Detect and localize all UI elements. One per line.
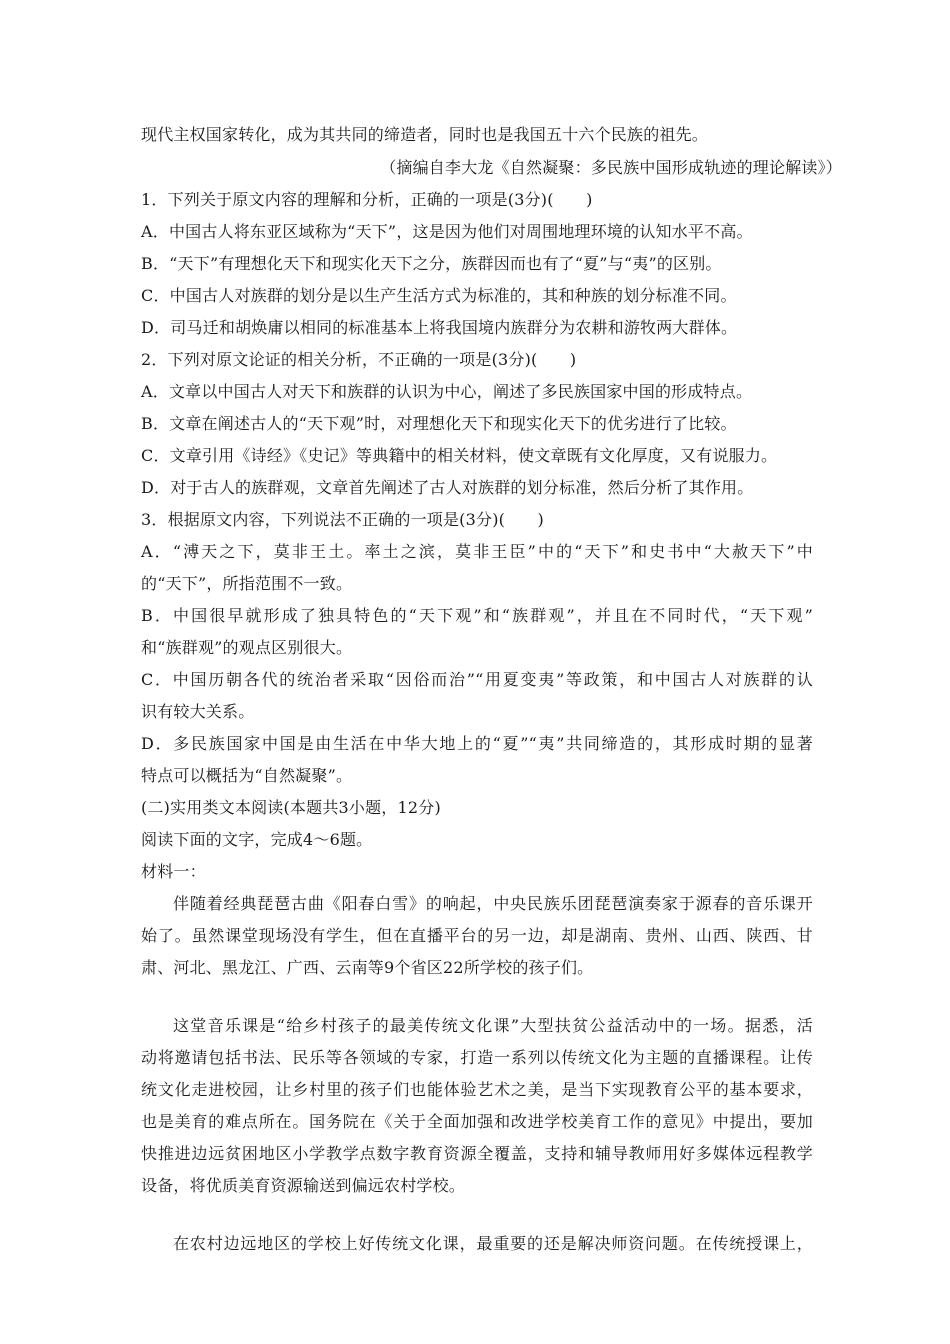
question-3-option-d: D．多民族国家中国是由生活在中华大地上的“夏”“夷”共同缔造的，其形成时期的显著 — [141, 734, 813, 753]
question-1-option-c: C．中国古人对族群的划分是以生产生活方式为标准的，其和种族的划分标准不同。 — [141, 286, 737, 305]
section-heading: (二)实用类文本阅读(本题共3小题，12分) — [141, 798, 441, 817]
question-1-option-a: A．中国古人将东亚区域称为“天下”，这是因为他们对周围地理环境的认知水平不高。 — [141, 222, 753, 241]
paragraph-line: 统文化走进校园，让乡村里的孩子们也能体验艺术之美，是当下实现教育公平的基本要求， — [141, 1080, 813, 1099]
question-3-option-b: B．中国很早就形成了独具特色的“天下观”和“族群观”，并且在不同时代，“天下观” — [141, 606, 813, 625]
question-2-option-d: D．对于古人的族群观，文章首先阐述了古人对族群的划分标准，然后分析了其作用。 — [141, 478, 754, 497]
question-2-option-a: A．文章以中国古人对天下和族群的认识为中心，阐述了多民族国家中国的形成特点。 — [141, 382, 753, 401]
question-3-option-a-cont: 的“天下”，所指范围不一致。 — [141, 574, 353, 593]
question-2-option-c: C．文章引用《诗经》《史记》等典籍中的相关材料，使文章既有文化厚度，又有说服力。 — [141, 446, 778, 465]
question-1-option-b: B．“天下”有理想化天下和现实化天下之分，族群因而也有了“夏”与“夷”的区别。 — [141, 254, 722, 273]
paragraph-line: 始了。虽然课堂现场没有学生，但在直播平台的另一边，却是湖南、贵州、山西、陕西、甘 — [141, 926, 813, 945]
passage-line: 现代主权国家转化，成为其共同的缔造者，同时也是我国五十六个民族的祖先。 — [141, 125, 709, 144]
question-3-stem: 3．根据原文内容，下列说法不正确的一项是(3分)( ) — [141, 510, 544, 529]
question-3-option-b-cont: 和“族群观”的观点区别很大。 — [141, 638, 353, 657]
instruction: 阅读下面的文字，完成4～6题。 — [141, 830, 373, 849]
question-3-option-c-cont: 识有较大关系。 — [141, 702, 255, 721]
source-citation: （摘编自李大龙《自然凝聚：多民族中国形成轨迹的理论解读》） — [380, 158, 842, 177]
paragraph-line: 这堂音乐课是“给乡村孩子的最美传统文化课”大型扶贫公益活动中的一场。据悉，活 — [173, 1016, 813, 1035]
question-3-option-a: A．“溥天之下，莫非王土。率土之滨，莫非王臣”中的“天下”和史书中“大赦天下”中 — [141, 542, 813, 561]
question-1-stem: 1．下列关于原文内容的理解和分析，正确的一项是(3分)( ) — [141, 190, 593, 209]
material-label: 材料一： — [141, 862, 206, 881]
paragraph-line: 也是美育的难点所在。国务院在《关于全面加强和改进学校美育工作的意见》中提出，要加 — [141, 1112, 813, 1131]
paragraph-line: 在农村边远地区的学校上好传统文化课，最重要的还是解决师资问题。在传统授课上， — [173, 1234, 813, 1253]
paragraph-line: 设备，将优质美育资源输送到偏远农村学校。 — [141, 1176, 466, 1195]
question-2-option-b: B．文章在阐述古人的“天下观”时，对理想化天下和现实化天下的优劣进行了比较。 — [141, 414, 737, 433]
question-3-option-d-cont: 特点可以概括为“自然凝聚”。 — [141, 766, 353, 785]
paragraph-line: 快推进边远贫困地区小学教学点数字教育资源全覆盖，支持和辅导教师用好多媒体远程教学 — [141, 1144, 813, 1163]
question-1-option-d: D．司马迁和胡焕庸以相同的标准基本上将我国境内族群分为农耕和游牧两大群体。 — [141, 318, 738, 337]
question-3-option-c: C．中国历朝各代的统治者采取“因俗而治”“用夏变夷”等政策，和中国古人对族群的认 — [141, 670, 813, 689]
paragraph-line: 肃、河北、黑龙江、广西、云南等9个省区22所学校的孩子们。 — [141, 958, 594, 977]
paragraph-line: 伴随着经典琵琶古曲《阳春白雪》的响起，中央民族乐团琵琶演奏家于源春的音乐课开 — [173, 894, 813, 913]
paragraph-line: 动将邀请包括书法、民乐等各领域的专家，打造一系列以传统文化为主题的直播课程。让传 — [141, 1048, 813, 1067]
question-2-stem: 2．下列对原文论证的相关分析，不正确的一项是(3分)( ) — [141, 350, 577, 369]
